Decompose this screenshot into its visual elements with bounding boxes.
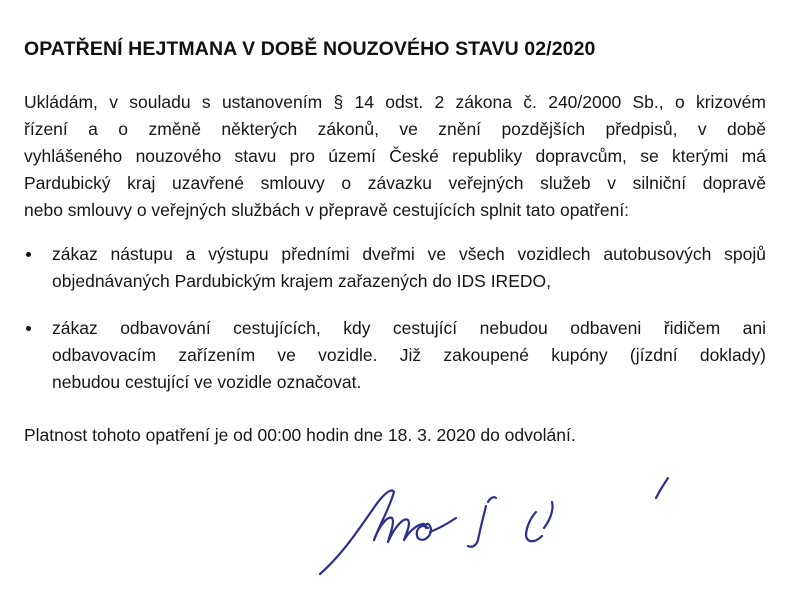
signature-stroke: [544, 502, 553, 528]
measure-line: zákaz odbavování cestujících, kdy cestující nebudou odbaveni řidičem ani: [52, 318, 766, 338]
intro-line: vyhlášeného nouzového stavu pro území České republiky dopravcům, se kterými má: [24, 146, 766, 166]
intro-paragraph: [24, 89, 766, 224]
signature-stroke: [656, 478, 668, 498]
signature-stroke: [526, 512, 542, 541]
intro-line: řízení a o změně některých zákonů, ve znění pozdějších předpisů, v době: [24, 119, 766, 139]
measure-line: objednávaných Pardubickým krajem zařazených do IDS IREDO,: [52, 271, 551, 291]
signature-stroke: [430, 518, 456, 532]
handwritten-signature: [300, 462, 740, 590]
intro-line: Pardubický kraj uzavřené smlouvy o závazku veřejných služeb v silniční dopravě: [24, 173, 766, 193]
page-title: OPATŘENÍ HEJTMANA V DOBĚ NOUZOVÉHO STAVU 02/2020: [24, 38, 596, 60]
bullet-dot-icon: [26, 252, 31, 257]
signature-stroke: [468, 506, 486, 547]
validity-statement: Platnost tohoto opatření je od 00:00 hodin dne 18. 3. 2020 do odvolání.: [24, 425, 576, 445]
measure-text: [52, 315, 766, 396]
measure-line: nebudou cestující ve vozidle označovat.: [52, 372, 362, 392]
signature-stroke: [488, 497, 496, 502]
intro-line: nebo smlouvy o veřejných službách v přepravě cestujících splnit tato opatření:: [24, 200, 630, 220]
measure-line: odbavovacím zařízením ve vozidle. Již zakoupené kupóny (jízdní doklady): [52, 345, 766, 365]
bullet-dot-icon: [26, 326, 31, 331]
intro-line: Ukládám, v souladu s ustanovením § 14 odst. 2 zákona č. 240/2000 Sb., o krizovém: [24, 92, 766, 112]
measure-line: zákaz nástupu a výstupu předními dveřmi ve všech vozidlech autobusových spojů: [52, 244, 766, 264]
signature-stroke: [320, 490, 394, 574]
measure-text: [52, 241, 766, 295]
